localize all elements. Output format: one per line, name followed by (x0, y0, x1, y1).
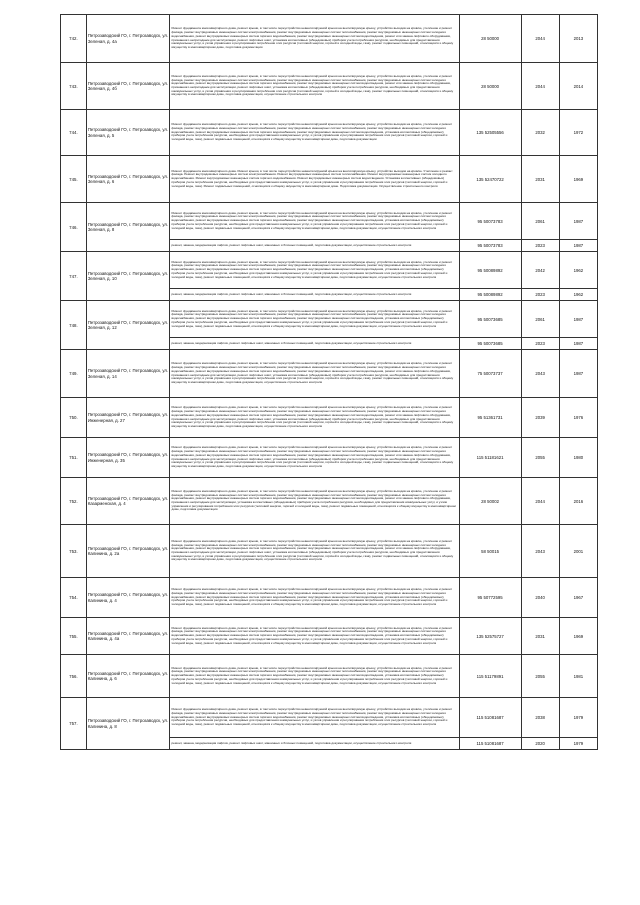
work-cost: 115 51081687 (459, 698, 521, 738)
work-cost: 135 52505556 (459, 110, 521, 156)
build-year: 1979 (559, 698, 597, 738)
build-year: 1962 (559, 289, 597, 301)
planned-year: 2043 (521, 350, 559, 398)
row-number: 752. (61, 478, 87, 525)
house-address: Петрозаводский ГО, г. Петрозаводск, ул. Зеленая, д. 5 (86, 110, 170, 156)
planned-year: 2061 (521, 301, 559, 338)
planned-year: 2039 (521, 398, 559, 438)
table-row (61, 350, 598, 398)
house-address: Петрозаводский ГО, г. Петрозаводск, ул. Зеленая, д. 8 (86, 203, 170, 252)
work-description: Ремонт фундамента многоквартирного дома, ремонт крыши, в том числе переустройство невентилируемой крыши на вентилируемую крышу, устройство выходов на кровлю, утепление и ремонт фасада, ремонт внутридомовых инженерных систем электроснабжения, ремонт внутридомовых инженерных систем теплоснабжения, ремонт внутридомовых инженерных систем холодного водоснабжения, ремонт внутридомовых инженерных систем горячего водоснабжения, ремонт внутридомовых инженерных систем водоотведения, ремонт или замена лифтового оборудования, признанного непригодным для эксплуатации, ремонт лифтовых шахт, установка коллективных (общедомовых) приборов учета потребления ресурсов, необходимых для предоставления коммунальных услуг, и узлов управления и регулирования потребления этих ресурсов (тепловой энергии, горячей и холодной воды, газа), ремонт подвальных помещений, относящихся к общему имуществу в многоквартирном доме, подготовка документации, осуществление строительного контроля (170, 438, 459, 478)
work-description: Ремонт фундамента многоквартирного дома, ремонт крыши, в том числе переустройство невентилируемой крыши на вентилируемую крышу, устройство выходов на кровлю, утепление и ремонт фасада, ремонт внутридомовых инженерных систем электроснабжения, ремонт внутридомовых инженерных систем теплоснабжения, ремонт внутридомовых инженерных систем холодного водоснабжения, ремонт внутридомовых инженерных систем горячего водоснабжения, ремонт внутридомовых инженерных систем водоотведения, ремонт или замена лифтового оборудования, признанного непригодным для эксплуатации, ремонт лифтовых шахт, установка коллективных (общедомовых) приборов учета потребления ресурсов, необходимых для предоставления коммунальных услуг, и узлов управления и регулирования потребления этих ресурсов (тепловой энергии, горячей и холодной воды, газа), ремонт подвальных помещений, относящихся к общему имуществу в многоквартирном доме, подготовка документации, осуществление строительного контроля (170, 350, 459, 398)
work-description: Ремонт фундамента многоквартирного дома, ремонт крыши, в том числе переустройство невентилируемой крыши на вентилируемую крышу, устройство выходов на кровлю, утепление и ремонт фасада, ремонт внутридомовых инженерных систем электроснабжения, ремонт внутридомовых инженерных систем теплоснабжения, ремонт внутридомовых инженерных систем холодного водоснабжения, ремонт внутридомовых инженерных систем горячего водоснабжения, ремонт внутридомовых инженерных систем водоотведения, ремонт или замена лифтового оборудования, признанного непригодным для эксплуатации, ремонт лифтовых шахт, установка коллективных (общедомовых) приборов учета потребления ресурсов, необходимых для предоставления коммунальных услуг, и узлов управления и регулирования потребления этих ресурсов (тепловой энергии, горячей и холодной воды, газа), ремонт подвальных помещений, относящихся к общему имуществу в многоквартирном доме, подготовка документации (170, 15, 459, 63)
work-description: ремонт, замена, модернизация лифтов, ремонт лифтовых шахт, машинных и блочных помещений, подготовка документации, осуществление строительного контроля (170, 338, 459, 350)
build-year: 2014 (559, 63, 597, 110)
build-year: 1987 (559, 240, 597, 252)
work-description: Ремонт фундамента многоквартирного дома. Ремонт крыши, в том числе переустройство невентилируемой крыши на вентилируемую крышу, устройство выходов на кровлю. Утепление и ремонт фасада. Ремонт внутридомовых инженерных систем электроснабжения. Ремонт внутридомовых инженерных систем теплоснабжения. Ремонт внутридомовых инженерных систем холодного водоснабжения. Ремонт внутридомовых инженерных систем горячего водоснабжения. Ремонт внутридомовых инженерных систем водоотведения. Установка коллективных (общедомовых) приборов учета потребления ресурсов, необходимых для предоставления коммунальных услуг, и узлов управления и регулирования потребления этих ресурсов (тепловой энергии, горячей и холодной воды, газа). Ремонт подвальных помещений, относящихся к общему имуществу в многоквартирном доме. Подготовка документации. Осуществление строительного контроля (170, 156, 459, 203)
work-description: Ремонт фундамента многоквартирного дома, ремонт крыши, в том числе переустройство невентилируемой крыши на вентилируемую крышу, устройство выходов на кровлю, утепление и ремонт фасада, ремонт внутридомовых инженерных систем электроснабжения, ремонт внутридомовых инженерных систем теплоснабжения, ремонт внутридомовых инженерных систем холодного водоснабжения, ремонт внутридомовых инженерных систем горячего водоснабжения, ремонт внутридомовых инженерных систем водоотведения, установка коллективных (общедомовых) приборов учета потребления ресурсов, необходимых для предоставления коммунальных услуг, и узлов управления и регулирования потребления этих ресурсов (тепловой энергии, горячей и холодной воды, газа), ремонт подвальных помещений, относящихся к общему имуществу в многоквартирном доме, подготовка документации, осуществление строительного контроля (170, 618, 459, 655)
house-address: Петрозаводский ГО, г. Петрозаводск, ул. Зеленая, д. 12 (86, 301, 170, 350)
row-number: 750. (61, 398, 87, 438)
planned-year: 2020 (521, 738, 559, 750)
work-description: Ремонт фундамента многоквартирного дома, ремонт крыши, в том числе переустройство невентилируемой крыши на вентилируемую крышу, устройство выходов на кровлю, утепление и ремонт фасада, ремонт внутридомовых инженерных систем электроснабжения, ремонт внутридомовых инженерных систем теплоснабжения, ремонт внутридомовых инженерных систем холодного водоснабжения, ремонт внутридомовых инженерных систем горячего водоснабжения, ремонт внутридомовых инженерных систем водоотведения, ремонт или замена лифтового оборудования, признанного непригодным для эксплуатации, ремонт лифтовых шахт, установка коллективных (общедомовых) приборов учета потребления ресурсов, необходимых для предоставления коммунальных услуг, и узлов управления и регулирования потребления этих ресурсов (тепловой энергии, горячей и холодной воды, газа), ремонт подвальных помещений, относящихся к общему имуществу в многоквартирном доме, подготовка документации, осуществление строительного контроля (170, 398, 459, 438)
table-row (61, 203, 598, 240)
work-cost: 95 51361731 (459, 398, 521, 438)
work-cost: 28 50000 (459, 15, 521, 63)
work-description: Ремонт фундамента многоквартирного дома, ремонт крыши, в том числе переустройство невентилируемой крыши на вентилируемую крышу, устройство выходов на кровлю, утепление и ремонт фасада, ремонт внутридомовых инженерных систем электроснабжения, ремонт внутридомовых инженерных систем теплоснабжения, ремонт внутридомовых инженерных систем холодного водоснабжения, ремонт внутридомовых инженерных систем горячего водоснабжения, ремонт внутридомовых инженерных систем водоотведения, установка коллективных (общедомовых) приборов учета потребления ресурсов, необходимых для предоставления коммунальных услуг, и узлов управления и регулирования потребления этих ресурсов (тепловой энергии, горячей и холодной воды, газа), ремонт подвальных помещений, относящихся к общему имуществу в многоквартирном доме, подготовка документации, осуществление строительного контроля (170, 252, 459, 289)
house-address: Петрозаводский ГО, г. Петрозаводск, ул. Казарменская, д. 4 (86, 478, 170, 525)
row-number: 746. (61, 203, 87, 252)
house-address: Петрозаводский ГО, г. Петрозаводск, ул. Калинина, д. 4а (86, 618, 170, 655)
build-year: 1979 (559, 738, 597, 750)
row-number: 751. (61, 438, 87, 478)
work-description: Ремонт фундамента многоквартирного дома, ремонт крыши, в том числе переустройство невентилируемой крыши на вентилируемую крышу, устройство выходов на кровлю, утепление и ремонт фасада, ремонт внутридомовых инженерных систем электроснабжения, ремонт внутридомовых инженерных систем теплоснабжения, ремонт внутридомовых инженерных систем холодного водоснабжения, ремонт внутридомовых инженерных систем горячего водоснабжения, ремонт внутридомовых инженерных систем водоотведения, ремонт или замена лифтового оборудования, признанного непригодным для эксплуатации, ремонт лифтовых шахт, установка коллективных (общедомовых) приборов учета потребления ресурсов, необходимых для предоставления коммунальных услуг, и узлов управления и регулирования потребления этих ресурсов (тепловой энергии, горячей и холодной воды, газа), ремонт подвальных помещений, относящихся к общему имуществу в многоквартирном доме, подготовка документации, осуществление строительного контроля (170, 63, 459, 110)
work-cost: 95 50073783 (459, 203, 521, 240)
house-address: Петрозаводский ГО, г. Петрозаводск, ул. Калинина, д. 2а (86, 525, 170, 578)
planned-year: 2042 (521, 252, 559, 289)
row-number: 743. (61, 63, 87, 110)
build-year: 1987 (559, 338, 597, 350)
planned-year: 2031 (521, 156, 559, 203)
work-cost: 95 50073685 (459, 301, 521, 338)
work-description: ремонт, замена, модернизация лифтов, ремонт лифтовых шахт, машинных и блочных помещений, подготовка документации, осуществление строительного контроля (170, 240, 459, 252)
house-address: Петрозаводский ГО, г. Петрозаводск, ул. Зеленая, д. 4а (86, 15, 170, 63)
work-description: Ремонт фундамента многоквартирного дома, ремонт крыши, в том числе переустройство невентилируемой крыши на вентилируемую крышу, устройство выходов на кровлю, утепление и ремонт фасада, ремонт внутридомовых инженерных систем электроснабжения, ремонт внутридомовых инженерных систем теплоснабжения, ремонт внутридомовых инженерных систем холодного водоснабжения, ремонт внутридомовых инженерных систем горячего водоснабжения, ремонт внутридомовых инженерных систем водоотведения, ремонт или замена лифтового оборудования, признанного непригодным для эксплуатации, установка коллективных (общедомовых) приборов учета потребления ресурсов, необходимых для предоставления коммунальных услуг, и узлов управления и регулирования потребления этих ресурсов (тепловой энергии, горячей и холодной воды, газа), ремонт подвальных помещений, относящихся к общему имуществу в многоквартирном доме, подготовка документации (170, 478, 459, 525)
build-year: 1969 (559, 156, 597, 203)
row-number: 756. (61, 655, 87, 698)
planned-year: 2023 (521, 240, 559, 252)
build-year: 1969 (559, 618, 597, 655)
work-cost: 95 50073783 (459, 240, 521, 252)
row-number: 742. (61, 15, 87, 63)
work-cost: 75 50073737 (459, 350, 521, 398)
planned-year: 2044 (521, 63, 559, 110)
build-year: 1981 (559, 655, 597, 698)
planned-year: 2044 (521, 478, 559, 525)
table-row (61, 110, 598, 156)
planned-year: 2055 (521, 438, 559, 478)
table-row (61, 618, 598, 655)
table-row (61, 478, 598, 525)
row-number: 745. (61, 156, 87, 203)
table-row (61, 156, 598, 203)
work-cost: 115 51181621 (459, 438, 521, 478)
row-number: 748. (61, 301, 87, 350)
table-row (61, 252, 598, 289)
build-year: 1987 (559, 301, 597, 338)
work-description: Ремонт фундамента многоквартирного дома, ремонт крыши, в том числе переустройство невентилируемой крыши на вентилируемую крышу, устройство выходов на кровлю, утепление и ремонт фасада, ремонт внутридомовых инженерных систем электроснабжения, ремонт внутридомовых инженерных систем теплоснабжения, ремонт внутридомовых инженерных систем холодного водоснабжения, ремонт внутридомовых инженерных систем горячего водоснабжения, ремонт внутридомовых инженерных систем водоотведения, ремонт или замена лифтового оборудования, признанного непригодным для эксплуатации, ремонт лифтовых шахт, установка коллективных (общедомовых) приборов учета потребления ресурсов, необходимых для предоставления коммунальных услуг, и узлов управления и регулирования потребления этих ресурсов (тепловой энергии, горячей и холодной воды, газа), ремонт подвальных помещений, относящихся к общему имуществу в многоквартирном доме, подготовка документации, осуществление строительного контроля (170, 525, 459, 578)
work-cost: 58 50015 (459, 525, 521, 578)
house-address: Петрозаводский ГО, г. Петрозаводск, ул. Зеленая, д. 10 (86, 252, 170, 301)
work-description: Ремонт фундамента многоквартирного дома, ремонт крыши, в том числе переустройство невентилируемой крыши на вентилируемую крышу, устройство выходов на кровлю, утепление и ремонт фасада, ремонт внутридомовых инженерных систем электроснабжения, ремонт внутридомовых инженерных систем теплоснабжения, ремонт внутридомовых инженерных систем холодного водоснабжения, ремонт внутридомовых инженерных систем горячего водоснабжения, ремонт внутридомовых инженерных систем водоотведения, установка коллективных (общедомовых) приборов учета потребления ресурсов, необходимых для предоставления коммунальных услуг, и узлов управления и регулирования потребления этих ресурсов (тепловой энергии, горячей и холодной воды, газа), ремонт подвальных помещений, относящихся к общему имуществу в многоквартирном доме, подготовка документации, осуществление строительного контроля (170, 578, 459, 618)
row-number: 744. (61, 110, 87, 156)
house-address: Петрозаводский ГО, г. Петрозаводск, ул. Инженерная, д. 35 (86, 438, 170, 478)
house-address: Петрозаводский ГО, г. Петрозаводск, ул. Калинина, д. 6 (86, 655, 170, 698)
work-description: ремонт, замена, модернизация лифтов, ремонт лифтовых шахт, машинных и блочных помещений, подготовка документации, осуществление строительного контроля (170, 289, 459, 301)
work-description: Ремонт фундамента многоквартирного дома, ремонт крыши, в том числе переустройство невентилируемой крыши на вентилируемую крышу, устройство выходов на кровлю, утепление и ремонт фасада, ремонт внутридомовых инженерных систем электроснабжения, ремонт внутридомовых инженерных систем теплоснабжения, ремонт внутридомовых инженерных систем холодного водоснабжения, ремонт внутридомовых инженерных систем горячего водоснабжения, ремонт внутридомовых инженерных систем водоотведения, установка коллективных (общедомовых) приборов учета потребления ресурсов, необходимых для предоставления коммунальных услуг, и узлов управления и регулирования потребления этих ресурсов (тепловой энергии, горячей и холодной воды, газа), ремонт подвальных помещений, относящихся к общему имуществу в многоквартирном доме, подготовка документации, осуществление строительного контроля (170, 698, 459, 738)
planned-year: 2038 (521, 698, 559, 738)
table-row (61, 63, 598, 110)
table-row (61, 525, 598, 578)
planned-year: 2031 (521, 618, 559, 655)
build-year: 1976 (559, 398, 597, 438)
row-number: 754. (61, 578, 87, 618)
work-cost: 115 51081687 (459, 738, 521, 750)
build-year: 2016 (559, 478, 597, 525)
work-cost: 135 52470722 (459, 156, 521, 203)
planned-year: 2061 (521, 203, 559, 240)
build-year: 2001 (559, 525, 597, 578)
build-year: 1987 (559, 203, 597, 240)
work-cost: 95 50073685 (459, 338, 521, 350)
table-row (61, 698, 598, 738)
work-cost: 28 50000 (459, 63, 521, 110)
work-description: Ремонт фундамента многоквартирного дома, ремонт крыши, в том числе переустройство невентилируемой крыши на вентилируемую крышу, устройство выходов на кровлю, утепление и ремонт фасада, ремонт внутридомовых инженерных систем электроснабжения, ремонт внутридомовых инженерных систем теплоснабжения, ремонт внутридомовых инженерных систем холодного водоснабжения, ремонт внутридомовых инженерных систем горячего водоснабжения, ремонт внутридомовых инженерных систем водоотведения, установка коллективных (общедомовых) приборов учета потребления ресурсов, необходимых для предоставления коммунальных услуг, и узлов управления и регулирования потребления этих ресурсов (тепловой энергии, горячей и холодной воды, газа), ремонт подвальных помещений, относящихся к общему имуществу в многоквартирном доме, подготовка документации (170, 110, 459, 156)
house-address: Петрозаводский ГО, г. Петрозаводск, ул. Калинина, д. 8 (86, 698, 170, 750)
work-description: Ремонт фундамента многоквартирного дома, ремонт крыши, в том числе переустройство невентилируемой крыши на вентилируемую крышу, устройство выходов на кровлю, утепление и ремонт фасада, ремонт внутридомовых инженерных систем электроснабжения, ремонт внутридомовых инженерных систем теплоснабжения, ремонт внутридомовых инженерных систем холодного водоснабжения, ремонт внутридомовых инженерных систем горячего водоснабжения, ремонт внутридомовых инженерных систем водоотведения, установка коллективных (общедомовых) приборов учета потребления ресурсов, необходимых для предоставления коммунальных услуг, и узлов управления и регулирования потребления этих ресурсов (тепловой энергии, горячей и холодной воды, газа), ремонт подвальных помещений, относящихся к общему имуществу в многоквартирном доме, подготовка документации, осуществление строительного контроля (170, 655, 459, 698)
work-description: Ремонт фундамента многоквартирного дома, ремонт крыши, в том числе переустройство невентилируемой крыши на вентилируемую крышу, устройство выходов на кровлю, утепление и ремонт фасада, ремонт внутридомовых инженерных систем электроснабжения, ремонт внутридомовых инженерных систем теплоснабжения, ремонт внутридомовых инженерных систем холодного водоснабжения, ремонт внутридомовых инженерных систем горячего водоснабжения, ремонт внутридомовых инженерных систем водоотведения, установка коллективных (общедомовых) приборов учета потребления ресурсов, необходимых для предоставления коммунальных услуг, и узлов управления и регулирования потребления этих ресурсов (тепловой энергии, горячей и холодной воды, газа), ремонт подвальных помещений, относящихся к общему имуществу в многоквартирном доме, подготовка документации, осуществление строительного контроля (170, 301, 459, 338)
build-year: 1972 (559, 110, 597, 156)
planned-year: 2043 (521, 525, 559, 578)
planned-year: 2044 (521, 15, 559, 63)
build-year: 1987 (559, 350, 597, 398)
planned-year: 2023 (521, 289, 559, 301)
table-row (61, 301, 598, 338)
house-address: Петрозаводский ГО, г. Петрозаводск, ул. Зеленая, д. 6 (86, 156, 170, 203)
build-year: 1980 (559, 438, 597, 478)
planned-year: 2032 (521, 110, 559, 156)
row-number: 747. (61, 252, 87, 301)
work-cost: 115 51179891 (459, 655, 521, 698)
table-row (61, 655, 598, 698)
work-cost: 135 52575727 (459, 618, 521, 655)
planned-year: 2023 (521, 338, 559, 350)
work-description: ремонт, замена, модернизация лифтов, ремонт лифтовых шахт, машинных и блочных помещений, подготовка документации, осуществление строительного контроля (170, 738, 459, 750)
table-row (61, 398, 598, 438)
table-row (61, 15, 598, 63)
row-number: 749. (61, 350, 87, 398)
work-cost: 95 50772595 (459, 578, 521, 618)
build-year: 1962 (559, 252, 597, 289)
work-cost: 95 50089892 (459, 252, 521, 289)
work-cost: 95 50089892 (459, 289, 521, 301)
work-cost: 28 50002 (459, 478, 521, 525)
table-row (61, 578, 598, 618)
house-address: Петрозаводский ГО, г. Петрозаводск, ул. Зеленая, д. 14 (86, 350, 170, 398)
capital-repair-register-table (60, 14, 598, 750)
row-number: 753. (61, 525, 87, 578)
table-row (61, 438, 598, 478)
planned-year: 2055 (521, 655, 559, 698)
house-address: Петрозаводский ГО, г. Петрозаводск, ул. Зеленая, д. 4б (86, 63, 170, 110)
row-number: 755. (61, 618, 87, 655)
planned-year: 2040 (521, 578, 559, 618)
build-year: 2013 (559, 15, 597, 63)
register-table-body (61, 15, 598, 750)
work-description: Ремонт фундамента многоквартирного дома, ремонт крыши, в том числе переустройство невентилируемой крыши на вентилируемую крышу, устройство выходов на кровлю, утепление и ремонт фасада, ремонт внутридомовых инженерных систем электроснабжения, ремонт внутридомовых инженерных систем теплоснабжения, ремонт внутридомовых инженерных систем холодного водоснабжения, ремонт внутридомовых инженерных систем горячего водоснабжения, ремонт внутридомовых инженерных систем водоотведения, установка коллективных (общедомовых) приборов учета потребления ресурсов, необходимых для предоставления коммунальных услуг, и узлов управления и регулирования потребления этих ресурсов (тепловой энергии, горячей и холодной воды, газа), ремонт подвальных помещений, относящихся к общему имуществу в многоквартирном доме, подготовка документации, осуществление строительного контроля (170, 203, 459, 240)
house-address: Петрозаводский ГО, г. Петрозаводск, ул. Инженерная, д. 27 (86, 398, 170, 438)
house-address: Петрозаводский ГО, г. Петрозаводск, ул. Калинина, д. 4 (86, 578, 170, 618)
row-number: 757. (61, 698, 87, 750)
build-year: 1967 (559, 578, 597, 618)
